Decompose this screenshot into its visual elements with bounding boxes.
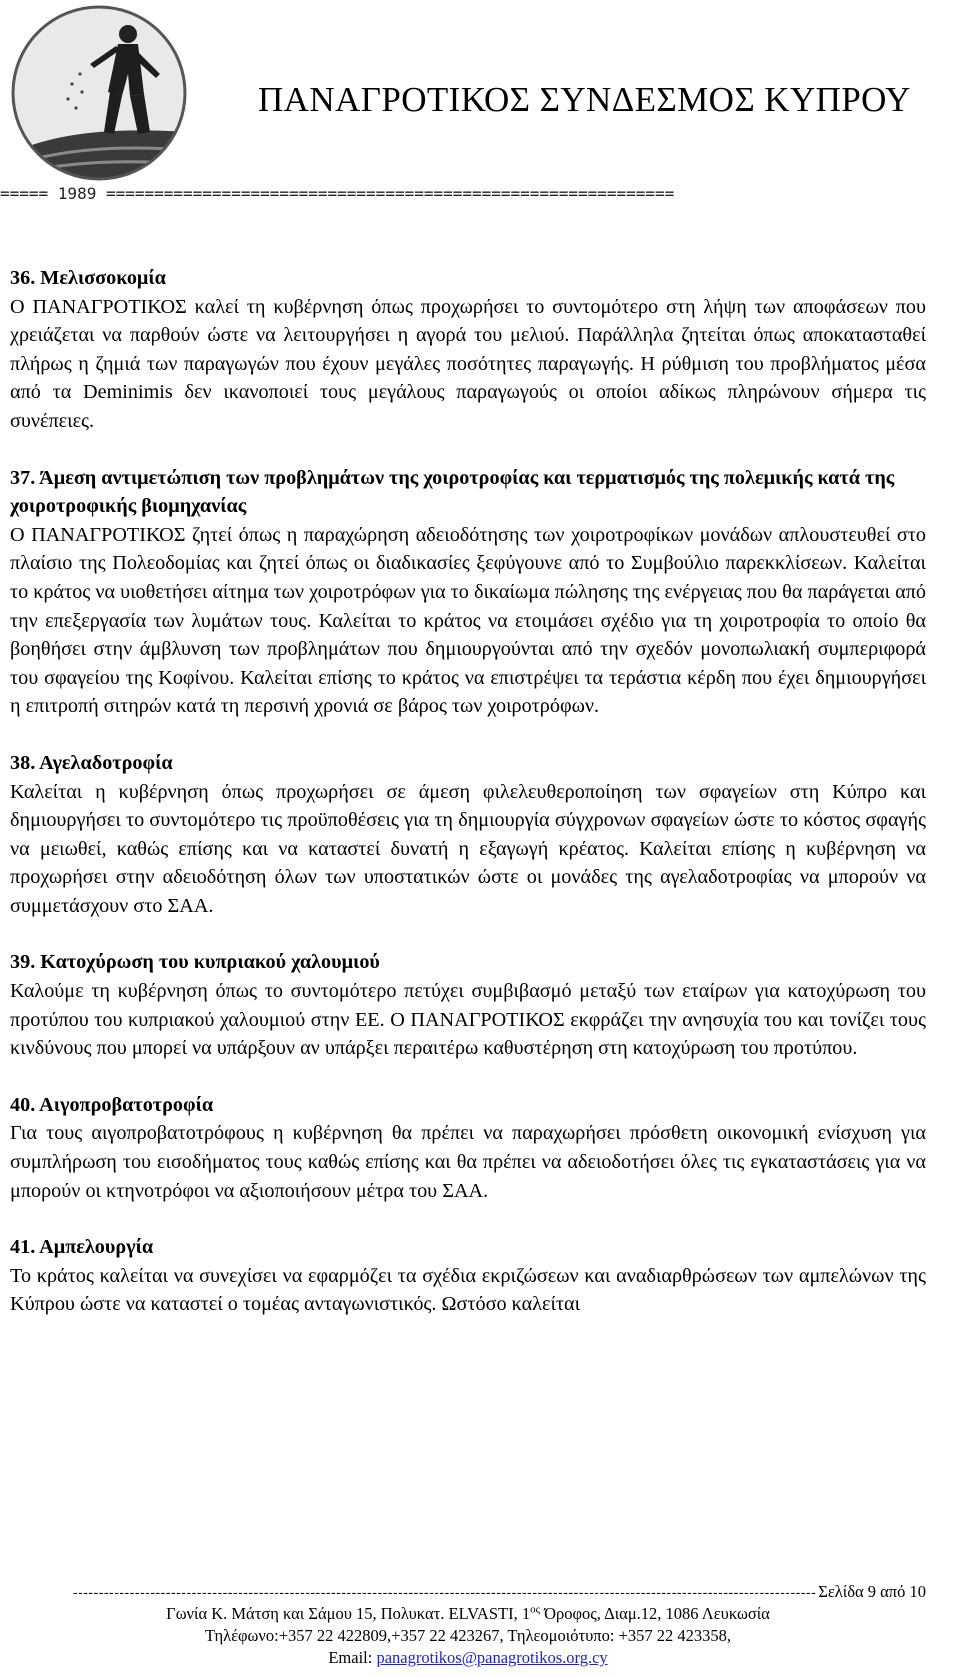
address-text-rest: Όροφος, Διαμ.12, 1086 Λευκωσία — [539, 1604, 770, 1623]
section-paragraph: Καλούμε τη κυβέρνηση όπως το συντομότερο πετύχει συμβιβασμό μεταξύ των εταίρων για κατοχύρωση του προτύπου του κυπριακού χαλουμιού στην ΕΕ. Ο ΠΑΝΑΓΡΟΤΙΚΟΣ εκφράζει την ανησυχία του και τονίζει τους κινδύνους που μπορεί να υπάρξουν αν υπάρξει περαιτέρω καθυστέρηση στη κατοχύρωση του προτύπου. — [10, 980, 926, 1060]
section-paragraph: Καλείται η κυβέρνηση όπως προχωρήσει σε άμεση φιλελευθεροποίηση των σφαγείων στη Κύπρο και δημιουργήσει το συντομότερο τις προϋποθέσεις για τη δημιουργία σύγχρονων σφαγείων ώστε το κόστος σφαγής να μειωθεί, καθώς επίσης και να καταστεί δυνατή η εξαγωγή κρέατος. Καλείται επίσης η κυβέρνηση να προχωρήσει στην αδειοδότηση όλων των υποστατικών ώστε οι μονάδες της αγελαδοτροφίας να μπορούν να συμμετάσχουν στο ΣΑΑ. — [10, 780, 926, 917]
section-36 — [10, 264, 926, 436]
section-40 — [10, 1091, 926, 1205]
footer-phones: Τηλέφωνο:+357 22 422809,+357 22 423267, Τηλεομοιότυπο: +357 22 423358, — [205, 1626, 731, 1645]
page-footer — [10, 1581, 926, 1669]
organization-title: ΠΑΝΑΓΡΟΤΙΚΟΣ ΣΥΝΔΕΣΜΟΣ ΚΥΠΡΟΥ — [258, 80, 911, 119]
address-text: Γωνία Κ. Μάτση και Σάμου 15, Πολυκατ. ELVASTI, 1 — [166, 1604, 531, 1623]
section-paragraph: Για τους αιγοπροβατοτρόφους η κυβέρνηση θα πρέπει να παραχωρήσει πρόσθετη οικονομική ενίσχυση για συμπλήρωση του εισοδήματος τους καθώς επίσης και θα πρέπει να αδειοδοτήσει όλες τις εγκαταστάσεις για να μπορούν οι κτηνοτρόφοι να αξιοποιήσουν μέτρα του ΣΑΑ. — [10, 1122, 926, 1202]
document-body — [10, 264, 926, 1347]
section-38 — [10, 749, 926, 921]
section-39 — [10, 948, 926, 1062]
section-paragraph: Ο ΠΑΝΑΓΡΟΤΙΚΟΣ ζητεί όπως η παραχώρηση αδειοδότησης των χοιροτροφίκων μονάδων απλουστευθεί στο πλαίσιο της Πολεοδομίας και ζητεί όπως οι διαδικασίες ξεφύγουνε από το Συμβούλιο παρεκκλίσεων. Καλείται το κράτος να υιοθετήσει αίτημα των χοιροτρόφων για το δικαίωμα πώλησης της ενέργειας που θα παράγεται από την επεξεργασία των λυμάτων τους. Καλείται το κράτος να ετοιμάσει σχέδιο για τη χοιροτροφία το οποίο θα βοηθήσει στην άμβλυνση των προβλημάτων που δημιουργούνται από την σχεδόν μονοπωλιακή συμπεριφορά του σφαγείου της Κοφίνου. Καλείται επίσης το κράτος να επιστρέψει τα τεράστια κέρδη που έχει δημιουργήσει η επιτροπή σιτηρών κατά τη περσινή χρονιά σε βάρος των χοιροτρόφων. — [10, 523, 926, 718]
email-label: Email: — [328, 1648, 377, 1667]
section-paragraph: Ο ΠΑΝΑΓΡΟΤΙΚΟΣ καλεί τη κυβέρνηση όπως προχωρήσει το συντομότερο στη λήψη των αποφάσεων που χρειάζεται να παρθούν ώστε να λειτουργήσει η αγορά του μελιού. Παράλληλα ζητείται όπως αποκατασταθεί πλήρως η ζημιά των παραγωγών που έχουν μεγάλες ποσότητες παραγωγής. Η ρύθμιση του προβλήματος μέσα από τα Deminimis δεν ικανοποιεί τους μεγάλους παραγωγούς οι οποίοι αδίκως πληρώνουν σήμερα τις συνέπειες. — [10, 295, 926, 432]
header-divider: ===== 1989 =========================================================== — [0, 185, 675, 203]
footer-dashes: ------------------------------------------------------------------------------------------------------------------------------------------------ — [72, 1584, 817, 1600]
farmer-logo-icon — [10, 4, 188, 182]
section-heading: 38. Αγελαδοτροφία — [10, 751, 173, 774]
section-heading: 37. Άμεση αντιμετώπιση των προβλημάτων της χοιροτροφίας και τερματισμός της πολεμικής κατά της χοιροτροφικής βιομηχανίας — [10, 466, 895, 518]
email-link[interactable]: panagrotikos@panagrotikos.org.cy — [376, 1648, 608, 1667]
page-number: Σελίδα 9 από 10 — [818, 1582, 926, 1601]
section-41 — [10, 1233, 926, 1319]
footer-email-line — [10, 1647, 926, 1669]
section-heading: 41. Αμπελουργία — [10, 1236, 154, 1259]
section-heading: 36. Μελισσοκομία — [10, 267, 166, 289]
section-37 — [10, 464, 926, 721]
section-heading: 39. Κατοχύρωση του κυπριακού χαλουμιού — [10, 951, 380, 974]
footer-address — [10, 1603, 926, 1625]
section-paragraph: Το κράτος καλείται να συνεχίσει να εφαρμόζει τα σχέδια εκριζώσεων και αναδιαρθρώσεων των αμπελώνων της Κύπρου ώστε να καταστεί ο τομέας ανταγωνιστικός. Ωστόσο καλείται — [10, 1264, 926, 1316]
floor-superscript: ος — [530, 1603, 540, 1616]
section-heading: 40. Αιγοπροβατοτροφία — [10, 1093, 214, 1116]
footer-page-line — [10, 1581, 926, 1603]
